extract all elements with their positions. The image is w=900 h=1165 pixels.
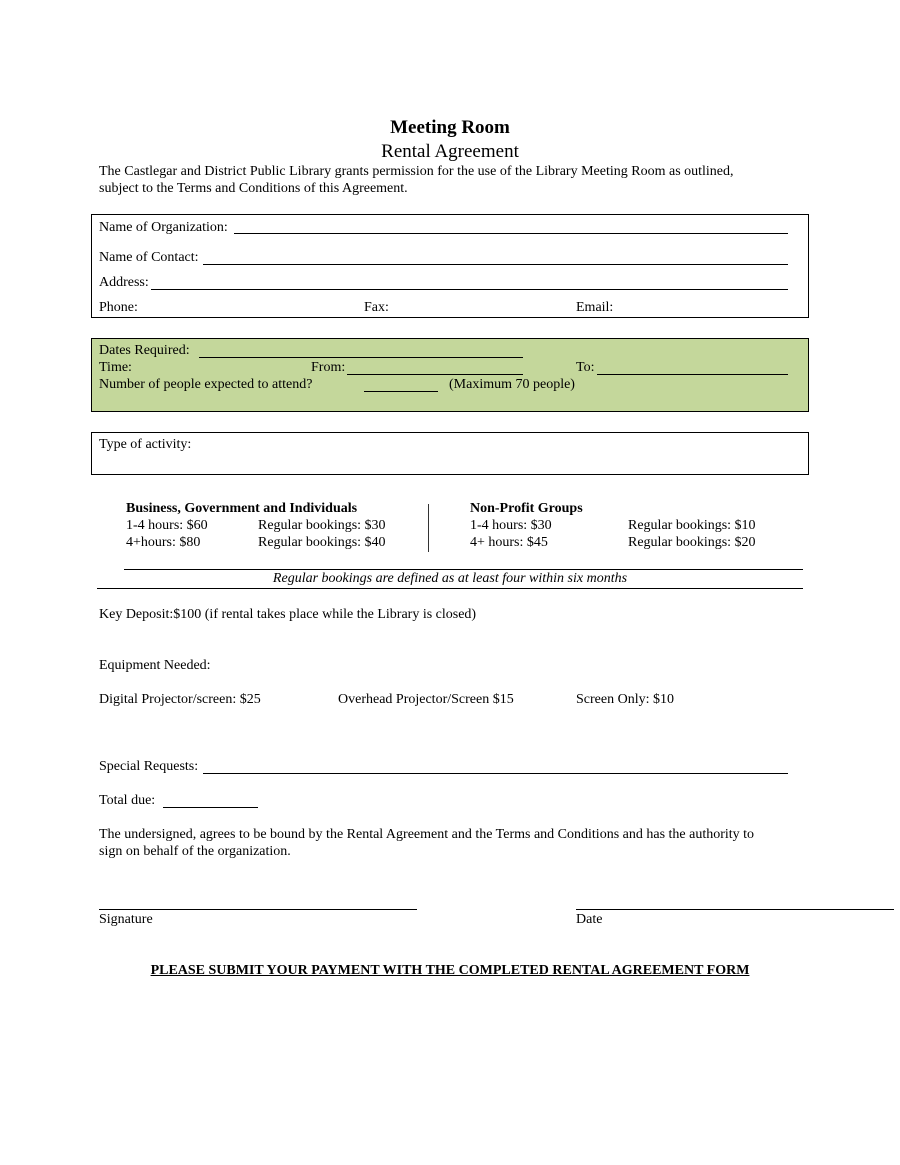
email-label: Email: bbox=[576, 300, 614, 315]
regular-bookings-note: Regular bookings are defined as at least four within six months bbox=[272, 571, 628, 586]
organization-field[interactable] bbox=[234, 233, 788, 234]
regular-bookings-bottom-rule bbox=[97, 588, 803, 589]
activity-type-label: Type of activity: bbox=[99, 437, 192, 452]
nonprofit-regular-rate-long: Regular bookings: $20 bbox=[628, 535, 756, 550]
contact-name-field[interactable] bbox=[203, 264, 788, 265]
total-due-field[interactable] bbox=[163, 807, 258, 808]
agreement-text-line-1: The undersigned, agrees to be bound by the Rental Agreement and the Terms and Conditions and has the authority to bbox=[99, 827, 755, 842]
activity-type-field[interactable] bbox=[99, 454, 799, 472]
attendance-field[interactable] bbox=[364, 391, 438, 392]
regular-bookings-top-rule bbox=[124, 569, 803, 570]
nonprofit-rate-long: 4+ hours: $45 bbox=[470, 535, 548, 550]
contact-name-label: Name of Contact: bbox=[99, 250, 199, 265]
phone-field[interactable] bbox=[145, 300, 345, 316]
dates-required-label: Dates Required: bbox=[99, 343, 190, 358]
from-label: From: bbox=[311, 360, 346, 375]
nonprofit-regular-rate-short: Regular bookings: $10 bbox=[628, 518, 756, 533]
screen-only-option[interactable]: Screen Only: $10 bbox=[576, 692, 674, 707]
key-deposit-text: Key Deposit:$100 (if rental takes place while the Library is closed) bbox=[99, 607, 477, 622]
signature-label: Signature bbox=[99, 912, 153, 927]
payment-notice: PLEASE SUBMIT YOUR PAYMENT WITH THE COMPLETED RENTAL AGREEMENT FORM bbox=[150, 963, 750, 978]
fax-field[interactable] bbox=[395, 300, 565, 316]
dates-required-field[interactable] bbox=[199, 357, 523, 358]
fax-label: Fax: bbox=[364, 300, 389, 315]
form-title: Meeting Room bbox=[390, 117, 510, 138]
date-field[interactable] bbox=[576, 909, 894, 910]
booking-details-box bbox=[91, 338, 809, 412]
digital-projector-option[interactable]: Digital Projector/screen: $25 bbox=[99, 692, 261, 707]
equipment-needed-label: Equipment Needed: bbox=[99, 658, 211, 673]
special-requests-field[interactable] bbox=[203, 773, 788, 774]
time-label: Time: bbox=[99, 360, 132, 375]
organization-label: Name of Organization: bbox=[99, 220, 228, 235]
attendance-maximum-note: (Maximum 70 people) bbox=[449, 377, 575, 392]
rates-divider bbox=[428, 504, 429, 552]
special-requests-label: Special Requests: bbox=[99, 759, 199, 774]
business-regular-rate-long: Regular bookings: $40 bbox=[258, 535, 386, 550]
email-field[interactable] bbox=[620, 300, 800, 316]
attendance-label: Number of people expected to attend? bbox=[99, 377, 313, 392]
to-time-field[interactable] bbox=[597, 374, 788, 375]
address-label: Address: bbox=[99, 275, 149, 290]
to-label: To: bbox=[576, 360, 595, 375]
intro-text-line-1: The Castlegar and District Public Library grants permission for the use of the Library Meeting Room as outlined, bbox=[99, 164, 734, 179]
address-field[interactable] bbox=[151, 289, 788, 290]
intro-text-line-2: subject to the Terms and Conditions of this Agreement. bbox=[99, 181, 408, 196]
business-rates-heading: Business, Government and Individuals bbox=[126, 501, 358, 516]
nonprofit-rates-heading: Non-Profit Groups bbox=[470, 501, 583, 516]
signature-field[interactable] bbox=[99, 909, 417, 910]
overhead-projector-option[interactable]: Overhead Projector/Screen $15 bbox=[338, 692, 514, 707]
form-subtitle: Rental Agreement bbox=[381, 141, 519, 162]
business-regular-rate-short: Regular bookings: $30 bbox=[258, 518, 386, 533]
from-time-field[interactable] bbox=[347, 374, 523, 375]
business-rate-short: 1-4 hours: $60 bbox=[126, 518, 208, 533]
total-due-label: Total due: bbox=[99, 793, 156, 808]
phone-label: Phone: bbox=[99, 300, 138, 315]
nonprofit-rate-short: 1-4 hours: $30 bbox=[470, 518, 552, 533]
business-rate-long: 4+hours: $80 bbox=[126, 535, 201, 550]
date-label: Date bbox=[576, 912, 603, 927]
agreement-text-line-2: sign on behalf of the organization. bbox=[99, 844, 291, 859]
